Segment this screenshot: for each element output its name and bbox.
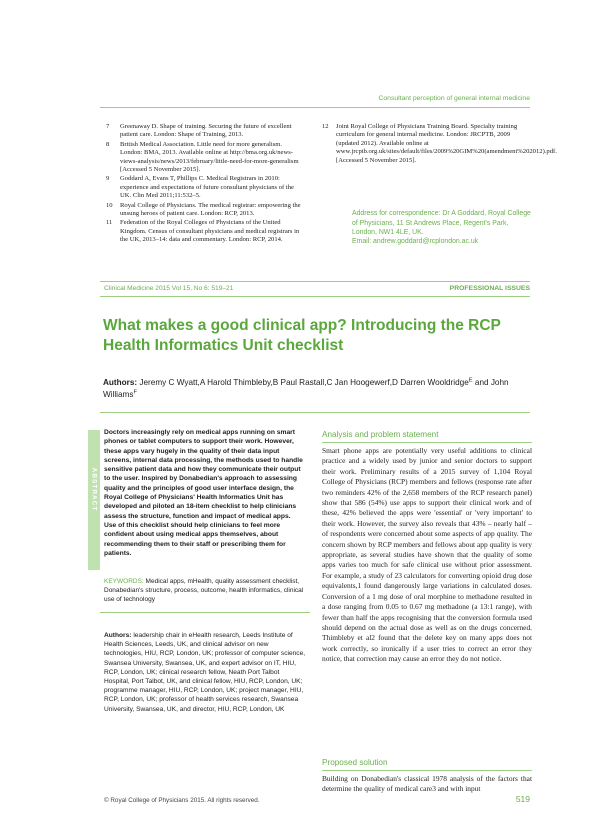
keywords-label: KEYWORDS: [104, 578, 144, 585]
abstract-tab [88, 430, 100, 570]
journal-rule-top [100, 281, 530, 282]
author-affiliations [104, 631, 306, 714]
page-number: 519 [515, 794, 530, 804]
abstract-tab-label: ABSTRACT [90, 467, 98, 512]
authors-label: Authors: [103, 378, 138, 387]
reference-text: Goddard A, Evans T, Phillips C. Medical Registrars in 2010: experience and expectations of future consultant physicians of the UK. Clin Med 2011;11:532–5. [120, 175, 294, 200]
keywords [104, 577, 306, 604]
reference-text: Joint Royal College of Physicians Training Board. Specialty training curriculum for general internal medicine. London: JRCPTB, 2009 (updated 2012). Available online at www.jrcptb.org.uk/sites/default/files/2009%20GIM%20(amendment%202012).pdf. [Accessed 5 November 2015]. [336, 123, 557, 164]
abstract-text: Doctors increasingly rely on medical apps running on smart phones or tablet computers to support their work. However, these apps vary hugely in the quality of their data input screens, internal data processing, the methods used to handle sensitive patient data and how they communicate their output to the user. Inspired by Donabedian's approach to assessing quality and the principles of good user interface design, the Royal College of Physicians' Health Informatics Unit has developed and piloted an 18-item checklist to help clinicians assess the structure, function and impact of medical apps. Use of this checklist should help clinicians to feel more confident about using medical apps themselves, about recommending them to their staff or prescribing them for patients. [104, 429, 303, 557]
section1-rule [322, 442, 532, 443]
author-sup-e: E [468, 377, 473, 384]
article-title: What makes a good clinical app? Introducing the RCP Health Informatics Unit checklist [103, 317, 501, 354]
keywords-rule [100, 612, 310, 613]
reference-number: 11 [106, 219, 113, 227]
reference-item [106, 141, 302, 175]
author-list [103, 377, 518, 401]
reference-item [106, 219, 302, 244]
affil-label: Authors: [104, 632, 132, 639]
header-rule [100, 107, 530, 108]
reference-number: 12 [322, 123, 329, 130]
reference-text: Royal College of Physicians. The medical registrar: empowering the unsung heroes of patient care. London: RCP, 2013. [120, 201, 301, 218]
reference-number: 8 [106, 140, 110, 148]
references-left [106, 123, 302, 246]
references-right [322, 123, 557, 166]
correspondence-address: Address for correspondence: Dr A Goddard, Royal College of Physicians, 11 St Andrews Place, Regent's Park, London, NW1 4LE, UK. [352, 210, 531, 237]
running-head: Consultant perception of general internal medicine [378, 95, 530, 102]
journal-reference: Clinical Medicine 2015 Vol 15, No 6: 519–21 [104, 285, 234, 292]
reference-text: Federation of the Royal Colleges of Physicians of the United Kingdom. Census of consultant physicians and medical registrars in the UK, 2013–14: data and commentary. London: RCP, 2014. [120, 219, 300, 244]
reference-text: Greenaway D. Shape of training. Securing the future of excellent patient care. London: Shape of Training, 2013. [120, 123, 292, 139]
author-sup-f: F [133, 389, 137, 396]
section2-heading: Proposed solution [322, 758, 388, 767]
authors-end: and John Williams [103, 378, 509, 399]
affil-text: leadership chair in eHealth research, Leeds Institute of Health Sciences, Leeds, UK, and clinical advisor on new technologies, HIU, RCP, London, UK; professor of computer science, Swansea University, Swansea, UK, and expert advisor on IT, HIU, RCP, London, UK; clinical research fellow, Neath Port Talbot Hospital, Port Talbot, UK, and clinical fellow, HIU, RCP, London, UK; programme manager, HIU, RCP, London, UK; project manager, HIU, RCP, London, UK; professor of health services research, Swansea University, Swansea, UK, and director, HIU, RCP, London, UK [104, 632, 306, 713]
reference-item [106, 123, 302, 140]
reference-item [106, 202, 302, 219]
authors-names: Jeremy C Wyatt,A Harold Thimbleby,B Paul Rastall,C Jan Hoogewerf,D Darren Wooldridge [139, 378, 469, 387]
section2-body: Building on Donabedian's classical 1978 analysis of the factors that determine the quality of medical care3 and with input [322, 774, 532, 794]
keywords-text: Medical apps, mHealth, quality assessment checklist, Donabedian's structure, process, outcome, health informatics, clinical use of technology [104, 578, 304, 603]
authors-rule [100, 412, 530, 413]
reference-number: 10 [106, 201, 113, 209]
reference-item [106, 175, 302, 200]
correspondence-email[interactable]: Email: andrew.goddard@rcplondon.ac.uk [352, 238, 479, 245]
journal-rule-bottom [100, 296, 530, 297]
section1-heading: Analysis and problem statement [322, 430, 439, 439]
section1-body: Smart phone apps are potentially very useful additions to clinical practice and a widely used by junior and senior doctors to support their work. Preliminary results of a 2015 survey of 1,104 Royal College of Physicians (RCP) members and fellows (response rate after two reminders 42% of the 2,658 members of the RCP research panel) show that 586 (54%) use apps to support their clinical work and of these, 42% believed the apps were 'essential' or 'very important' to their work. However, the survey also reveals that 43% – nearly half – of respondents were concerned about some aspects of app quality. The concern shown by RCP members and fellows about app quality is very appropriate, as several studies have shown that the quality of some apps varies too much for safe clinical use without prior assessment. For example, a study of 23 calculators for converting opioid drug dose equivalents,1 found dangerously large variations in calculated doses. Conversion of a 1 mg dose of oral morphine to methadone resulted in a dose ranging from 0.05 to 0.67 mg methadone (a 13:1 range), with fewer than half the apps recognising that the conversion formula used should depend on the actual dose as well as on the drugs concerned. Thimbleby et al2 found that the delete key on many apps does not work correctly, so ironically if a user tries to correct an error they notice, that correction may cause an error they do not notice. [322, 446, 532, 664]
reference-text: British Medical Association. Little need for more generalism. London: BMA, 2013. Available online at http://bma.org.uk/news-views-analysis/news/2013/february/little-need-for-more-generalism [Accessed 5 November 2015]. [120, 140, 299, 174]
section2-rule [322, 770, 532, 771]
copyright: © Royal College of Physicians 2015. All rights reserved. [104, 797, 260, 804]
reference-number: 9 [106, 175, 110, 183]
reference-item [322, 123, 557, 165]
reference-number: 7 [106, 123, 110, 130]
section-label: PROFESSIONAL ISSUES [449, 285, 530, 292]
